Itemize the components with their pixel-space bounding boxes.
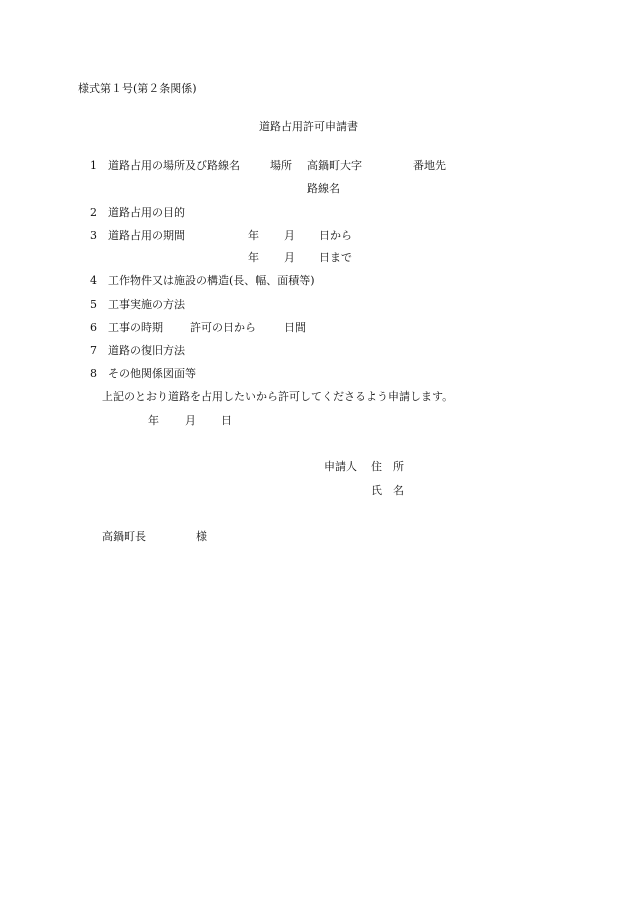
item-2-number: 2 <box>90 206 97 219</box>
date-day: 日 <box>221 414 232 427</box>
applicant-label: 申請人 <box>324 460 357 473</box>
addressee-name: 高鍋町長 <box>102 530 146 543</box>
applicant-address-label: 住 所 <box>371 460 404 473</box>
timing-days: 日間 <box>284 321 306 334</box>
item-6-label: 工事の時期 <box>108 321 163 334</box>
item-7-label: 道路の復旧方法 <box>108 344 185 357</box>
period-start-month: 月 <box>284 229 295 242</box>
application-statement: 上記のとおり道路を占用したいから許可してくださるよう申請します。 <box>102 390 454 403</box>
item-2-label: 道路占用の目的 <box>108 206 185 219</box>
timing-from-permit: 許可の日から <box>190 321 256 334</box>
town-label: 高鍋町大字 <box>307 159 362 172</box>
item-1-number: 1 <box>90 159 97 172</box>
period-end-month: 月 <box>284 251 295 264</box>
item-8-label: その他関係図面等 <box>108 367 196 380</box>
item-4-label: 工作物件又は施設の構造(長、幅、面積等) <box>108 274 315 287</box>
item-7-number: 7 <box>90 344 97 357</box>
item-1-label: 道路占用の場所及び路線名 <box>108 159 240 172</box>
date-year: 年 <box>148 414 159 427</box>
item-3-number: 3 <box>90 229 97 242</box>
period-end-year: 年 <box>248 251 259 264</box>
period-start-year: 年 <box>248 229 259 242</box>
route-name-label: 路線名 <box>307 182 340 195</box>
form-label: 様式第１号(第２条関係) <box>78 82 197 95</box>
period-end-day: 日まで <box>319 251 352 264</box>
item-6-number: 6 <box>90 321 97 334</box>
item-5-label: 工事実施の方法 <box>108 298 185 311</box>
addressee-honorific: 様 <box>196 530 207 543</box>
item-8-number: 8 <box>90 367 97 380</box>
place-label: 場所 <box>270 159 292 172</box>
item-4-number: 4 <box>90 274 97 287</box>
applicant-name-label: 氏 名 <box>371 484 404 497</box>
lot-suffix: 番地先 <box>413 159 446 172</box>
item-5-number: 5 <box>90 298 97 311</box>
period-start-day: 日から <box>319 229 352 242</box>
date-month: 月 <box>185 414 196 427</box>
item-3-label: 道路占用の期間 <box>108 229 185 242</box>
document-title: 道路占用許可申請書 <box>259 120 358 133</box>
